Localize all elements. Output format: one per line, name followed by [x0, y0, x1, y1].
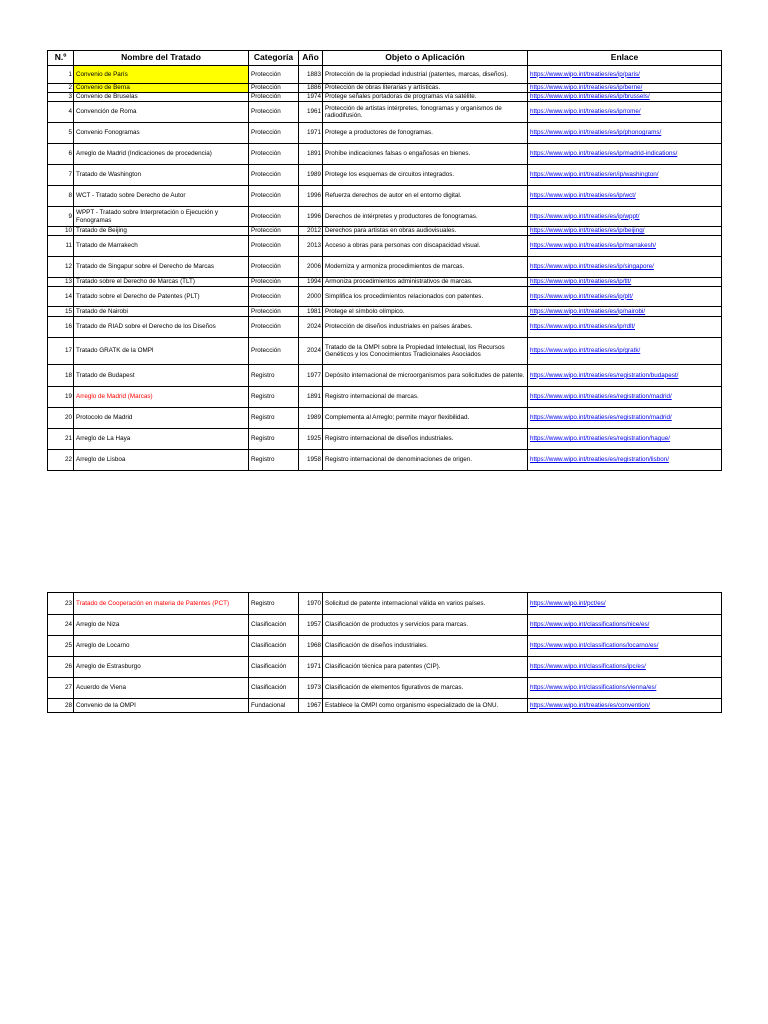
- row-number: 1: [48, 66, 74, 84]
- treaty-name: Arreglo de Locarno: [74, 636, 249, 657]
- table-row: [48, 123, 722, 144]
- table-row: [48, 699, 722, 713]
- year-cell: 2013: [299, 236, 323, 257]
- row-number: 7: [48, 165, 74, 186]
- row-number: 17: [48, 338, 74, 365]
- year-cell: 2024: [299, 317, 323, 338]
- object-cell: Refuerza derechos de autor en el entorno digital.: [323, 186, 528, 207]
- row-number: 13: [48, 278, 74, 287]
- category-cell: Protección: [249, 144, 299, 165]
- treaty-name: Tratado sobre el Derecho de Marcas (TLT): [74, 278, 249, 287]
- category-cell: Protección: [249, 123, 299, 144]
- category-cell: Protección: [249, 207, 299, 227]
- category-cell: Registro: [249, 365, 299, 387]
- year-cell: 1996: [299, 186, 323, 207]
- year-cell: 1977: [299, 365, 323, 387]
- link-cell[interactable]: https://www.wipo.int/treaties/es/ip/berne/: [528, 84, 722, 93]
- year-cell: 1981: [299, 307, 323, 317]
- table-row: [48, 678, 722, 699]
- header-link: Enlace: [528, 51, 722, 66]
- object-cell: Armoniza procedimientos administrativos de marcas.: [323, 278, 528, 287]
- treaty-name: Arreglo de Niza: [74, 615, 249, 636]
- year-cell: 1957: [299, 615, 323, 636]
- row-number: 21: [48, 429, 74, 450]
- year-cell: 2000: [299, 287, 323, 307]
- link-cell[interactable]: https://www.wipo.int/treaties/es/ip/singapore/: [528, 257, 722, 278]
- category-cell: Registro: [249, 429, 299, 450]
- year-cell: 1883: [299, 66, 323, 84]
- link-cell[interactable]: https://www.wipo.int/treaties/es/convention/: [528, 699, 722, 713]
- object-cell: Registro internacional de denominaciones de origen.: [323, 450, 528, 471]
- object-cell: Prohíbe indicaciones falsas o engañosas en bienes.: [323, 144, 528, 165]
- year-cell: 1970: [299, 593, 323, 615]
- year-cell: 1968: [299, 636, 323, 657]
- link-cell[interactable]: https://www.wipo.int/classifications/nice/es/: [528, 615, 722, 636]
- object-cell: Protege los esquemas de circuitos integrados.: [323, 165, 528, 186]
- object-cell: Protección de la propiedad industrial (patentes, marcas, diseños).: [323, 66, 528, 84]
- treaty-name: Tratado GRATK de la OMPI: [74, 338, 249, 365]
- object-cell: Derechos de intérpretes y productores de fonogramas.: [323, 207, 528, 227]
- year-cell: 1989: [299, 165, 323, 186]
- header-object: Objeto o Aplicación: [323, 51, 528, 66]
- table-row: [48, 287, 722, 307]
- category-cell: Clasificación: [249, 657, 299, 678]
- category-cell: Clasificación: [249, 678, 299, 699]
- row-number: 14: [48, 287, 74, 307]
- treaty-name: Convenio Fonogramas: [74, 123, 249, 144]
- object-cell: Solicitud de patente internacional válida en varios países.: [323, 593, 528, 615]
- link-cell[interactable]: https://www.wipo.int/treaties/es/ip/wct/: [528, 186, 722, 207]
- row-number: 18: [48, 365, 74, 387]
- year-cell: 1925: [299, 429, 323, 450]
- row-number: 9: [48, 207, 74, 227]
- table-row: [48, 186, 722, 207]
- table-row: [48, 278, 722, 287]
- link-cell[interactable]: https://www.wipo.int/treaties/en/ip/washington/: [528, 165, 722, 186]
- row-number: 26: [48, 657, 74, 678]
- link-cell[interactable]: https://www.wipo.int/classifications/ipc/es/: [528, 657, 722, 678]
- object-cell: Depósito internacional de microorganismos para solicitudes de patente.: [323, 365, 528, 387]
- object-cell: Protección de artistas intérpretes, fonogramas y organismos de radiodifusión.: [323, 102, 528, 123]
- treaty-name: Acuerdo de Viena: [74, 678, 249, 699]
- link-cell[interactable]: https://www.wipo.int/treaties/es/registration/hague/: [528, 429, 722, 450]
- table-row: [48, 307, 722, 317]
- category-cell: Protección: [249, 165, 299, 186]
- table-row: [48, 450, 722, 471]
- treaties-table-2: [47, 592, 722, 713]
- row-number: 6: [48, 144, 74, 165]
- category-cell: Clasificación: [249, 615, 299, 636]
- link-cell[interactable]: https://www.wipo.int/treaties/es/registration/budapest/: [528, 365, 722, 387]
- year-cell: 1961: [299, 102, 323, 123]
- table-row: [48, 102, 722, 123]
- treaty-name: WPPT - Tratado sobre Interpretación o Ejecución y Fonogramas: [74, 207, 249, 227]
- category-cell: Protección: [249, 102, 299, 123]
- treaty-name: Tratado sobre el Derecho de Patentes (PLT): [74, 287, 249, 307]
- row-number: 4: [48, 102, 74, 123]
- treaty-name: Tratado de Singapur sobre el Derecho de Marcas: [74, 257, 249, 278]
- link-cell[interactable]: https://www.wipo.int/treaties/es/ip/tlt/: [528, 278, 722, 287]
- link-cell[interactable]: https://www.wipo.int/pct/es/: [528, 593, 722, 615]
- table-row: [48, 657, 722, 678]
- object-cell: Moderniza y armoniza procedimientos de marcas.: [323, 257, 528, 278]
- category-cell: Protección: [249, 317, 299, 338]
- category-cell: Protección: [249, 236, 299, 257]
- link-cell[interactable]: https://www.wipo.int/treaties/es/ip/paris/: [528, 66, 722, 84]
- row-number: 8: [48, 186, 74, 207]
- category-cell: Protección: [249, 93, 299, 102]
- table-row: [48, 429, 722, 450]
- table-row: [48, 144, 722, 165]
- row-number: 2: [48, 84, 74, 93]
- year-cell: 1994: [299, 278, 323, 287]
- category-cell: Registro: [249, 450, 299, 471]
- treaty-name: Arreglo de Estrasburgo: [74, 657, 249, 678]
- treaty-name: Arreglo de La Haya: [74, 429, 249, 450]
- year-cell: 1958: [299, 450, 323, 471]
- treaty-name: Tratado de Cooperación en materia de Patentes (PCT): [74, 593, 249, 615]
- row-number: 5: [48, 123, 74, 144]
- object-cell: Registro internacional de marcas.: [323, 387, 528, 408]
- category-cell: Protección: [249, 278, 299, 287]
- object-cell: Protege el símbolo olímpico.: [323, 307, 528, 317]
- category-cell: Protección: [249, 287, 299, 307]
- category-cell: Protección: [249, 227, 299, 236]
- treaty-name: Convenio de Bruselas: [74, 93, 249, 102]
- treaty-name: Convenio de la OMPI: [74, 699, 249, 713]
- year-cell: 1996: [299, 207, 323, 227]
- link-cell[interactable]: https://www.wipo.int/treaties/es/ip/beijing/: [528, 227, 722, 236]
- object-cell: Complementa al Arreglo; permite mayor flexibilidad.: [323, 408, 528, 429]
- treaty-name: Tratado de Marrakech: [74, 236, 249, 257]
- treaty-name: Arreglo de Lisboa: [74, 450, 249, 471]
- row-number: 19: [48, 387, 74, 408]
- year-cell: 1967: [299, 699, 323, 713]
- header-category: Categoría: [249, 51, 299, 66]
- category-cell: Protección: [249, 66, 299, 84]
- row-number: 20: [48, 408, 74, 429]
- treaty-name: Convención de Roma: [74, 102, 249, 123]
- treaty-name: Arreglo de Madrid (Indicaciones de procedencia): [74, 144, 249, 165]
- year-cell: 1971: [299, 123, 323, 144]
- row-number: 27: [48, 678, 74, 699]
- treaty-name: WCT - Tratado sobre Derecho de Autor: [74, 186, 249, 207]
- category-cell: Protección: [249, 257, 299, 278]
- category-cell: Clasificación: [249, 636, 299, 657]
- treaty-name: Tratado de Washington: [74, 165, 249, 186]
- link-cell[interactable]: https://www.wipo.int/treaties/es/ip/nairobi/: [528, 307, 722, 317]
- category-cell: Registro: [249, 408, 299, 429]
- link-cell[interactable]: https://www.wipo.int/treaties/es/ip/rdlt/: [528, 317, 722, 338]
- year-cell: 2012: [299, 227, 323, 236]
- treaty-name: Tratado de Budapest: [74, 365, 249, 387]
- row-number: 24: [48, 615, 74, 636]
- category-cell: Registro: [249, 593, 299, 615]
- treaty-name: Convenio de París: [74, 66, 249, 84]
- object-cell: Clasificación técnica para patentes (CIP).: [323, 657, 528, 678]
- table-row: [48, 636, 722, 657]
- link-cell[interactable]: https://www.wipo.int/treaties/es/ip/gratk/: [528, 338, 722, 365]
- table-row: [48, 66, 722, 84]
- row-number: 11: [48, 236, 74, 257]
- link-cell[interactable]: https://www.wipo.int/treaties/es/ip/brussels/: [528, 93, 722, 102]
- object-cell: Acceso a obras para personas con discapacidad visual.: [323, 236, 528, 257]
- year-cell: 1886: [299, 84, 323, 93]
- link-cell[interactable]: https://www.wipo.int/treaties/es/ip/plt/: [528, 287, 722, 307]
- link-cell[interactable]: https://www.wipo.int/treaties/es/ip/marrakesh/: [528, 236, 722, 257]
- year-cell: 1974: [299, 93, 323, 102]
- object-cell: Protección de diseños industriales en países árabes.: [323, 317, 528, 338]
- object-cell: Protege señales portadoras de programas vía satélite.: [323, 93, 528, 102]
- object-cell: Tratado de la OMPI sobre la Propiedad Intelectual, los Recursos Genéticos y los Conocimientos Tradicionales Asociados: [323, 338, 528, 365]
- category-cell: Fundacional: [249, 699, 299, 713]
- link-cell[interactable]: https://www.wipo.int/treaties/es/ip/madrid-indications/: [528, 144, 722, 165]
- link-cell[interactable]: https://www.wipo.int/treaties/es/ip/phonograms/: [528, 123, 722, 144]
- table-row: [48, 338, 722, 365]
- object-cell: Derechos para artistas en obras audiovisuales.: [323, 227, 528, 236]
- object-cell: Protección de obras literarias y artísticas.: [323, 84, 528, 93]
- link-cell[interactable]: https://www.wipo.int/treaties/es/ip/rome/: [528, 102, 722, 123]
- treaty-name: Tratado de Beijing: [74, 227, 249, 236]
- year-cell: 1971: [299, 657, 323, 678]
- table-row: [48, 207, 722, 227]
- treaty-name: Tratado de Nairobi: [74, 307, 249, 317]
- table-row: [48, 365, 722, 387]
- header-name: Nombre del Tratado: [74, 51, 249, 66]
- object-cell: Registro internacional de diseños industriales.: [323, 429, 528, 450]
- year-cell: 2006: [299, 257, 323, 278]
- treaty-name: Arreglo de Madrid (Marcas): [74, 387, 249, 408]
- category-cell: Protección: [249, 307, 299, 317]
- table-row: [48, 93, 722, 102]
- year-cell: 1891: [299, 144, 323, 165]
- treaty-name: Convenio de Berna: [74, 84, 249, 93]
- row-number: 15: [48, 307, 74, 317]
- treaties-table-1: [47, 50, 722, 471]
- row-number: 16: [48, 317, 74, 338]
- category-cell: Protección: [249, 186, 299, 207]
- link-cell[interactable]: https://www.wipo.int/treaties/es/ip/wppt/: [528, 207, 722, 227]
- year-cell: 2024: [299, 338, 323, 365]
- link-cell[interactable]: https://www.wipo.int/treaties/es/registration/lisbon/: [528, 450, 722, 471]
- table-row: [48, 317, 722, 338]
- link-cell[interactable]: https://www.wipo.int/classifications/locarno/es/: [528, 636, 722, 657]
- row-number: 25: [48, 636, 74, 657]
- treaty-name: Protocolo de Madrid: [74, 408, 249, 429]
- table-row: [48, 257, 722, 278]
- year-cell: 1973: [299, 678, 323, 699]
- table-row: [48, 236, 722, 257]
- row-number: 28: [48, 699, 74, 713]
- table-row: [48, 165, 722, 186]
- link-cell[interactable]: https://www.wipo.int/treaties/es/registration/madrid/: [528, 408, 722, 429]
- table-row: [48, 387, 722, 408]
- link-cell[interactable]: https://www.wipo.int/treaties/es/registration/madrid/: [528, 387, 722, 408]
- year-cell: 1891: [299, 387, 323, 408]
- row-number: 23: [48, 593, 74, 615]
- row-number: 12: [48, 257, 74, 278]
- header-number: N.º: [48, 51, 74, 66]
- table-row: [48, 593, 722, 615]
- row-number: 22: [48, 450, 74, 471]
- category-cell: Protección: [249, 84, 299, 93]
- treaty-name: Tratado de RIAD sobre el Derecho de los Diseños: [74, 317, 249, 338]
- row-number: 10: [48, 227, 74, 236]
- object-cell: Clasificación de diseños industriales.: [323, 636, 528, 657]
- table-row: [48, 408, 722, 429]
- object-cell: Simplifica los procedimientos relacionados con patentes.: [323, 287, 528, 307]
- header-year: Año: [299, 51, 323, 66]
- row-number: 3: [48, 93, 74, 102]
- table-row: [48, 84, 722, 93]
- header-row: [48, 51, 722, 66]
- object-cell: Clasificación de productos y servicios para marcas.: [323, 615, 528, 636]
- table-row: [48, 227, 722, 236]
- table-row: [48, 615, 722, 636]
- object-cell: Protege a productores de fonogramas.: [323, 123, 528, 144]
- category-cell: Protección: [249, 338, 299, 365]
- category-cell: Registro: [249, 387, 299, 408]
- object-cell: Clasificación de elementos figurativos de marcas.: [323, 678, 528, 699]
- link-cell[interactable]: https://www.wipo.int/classifications/vienna/es/: [528, 678, 722, 699]
- object-cell: Establece la OMPI como organismo especializado de la ONU.: [323, 699, 528, 713]
- year-cell: 1989: [299, 408, 323, 429]
